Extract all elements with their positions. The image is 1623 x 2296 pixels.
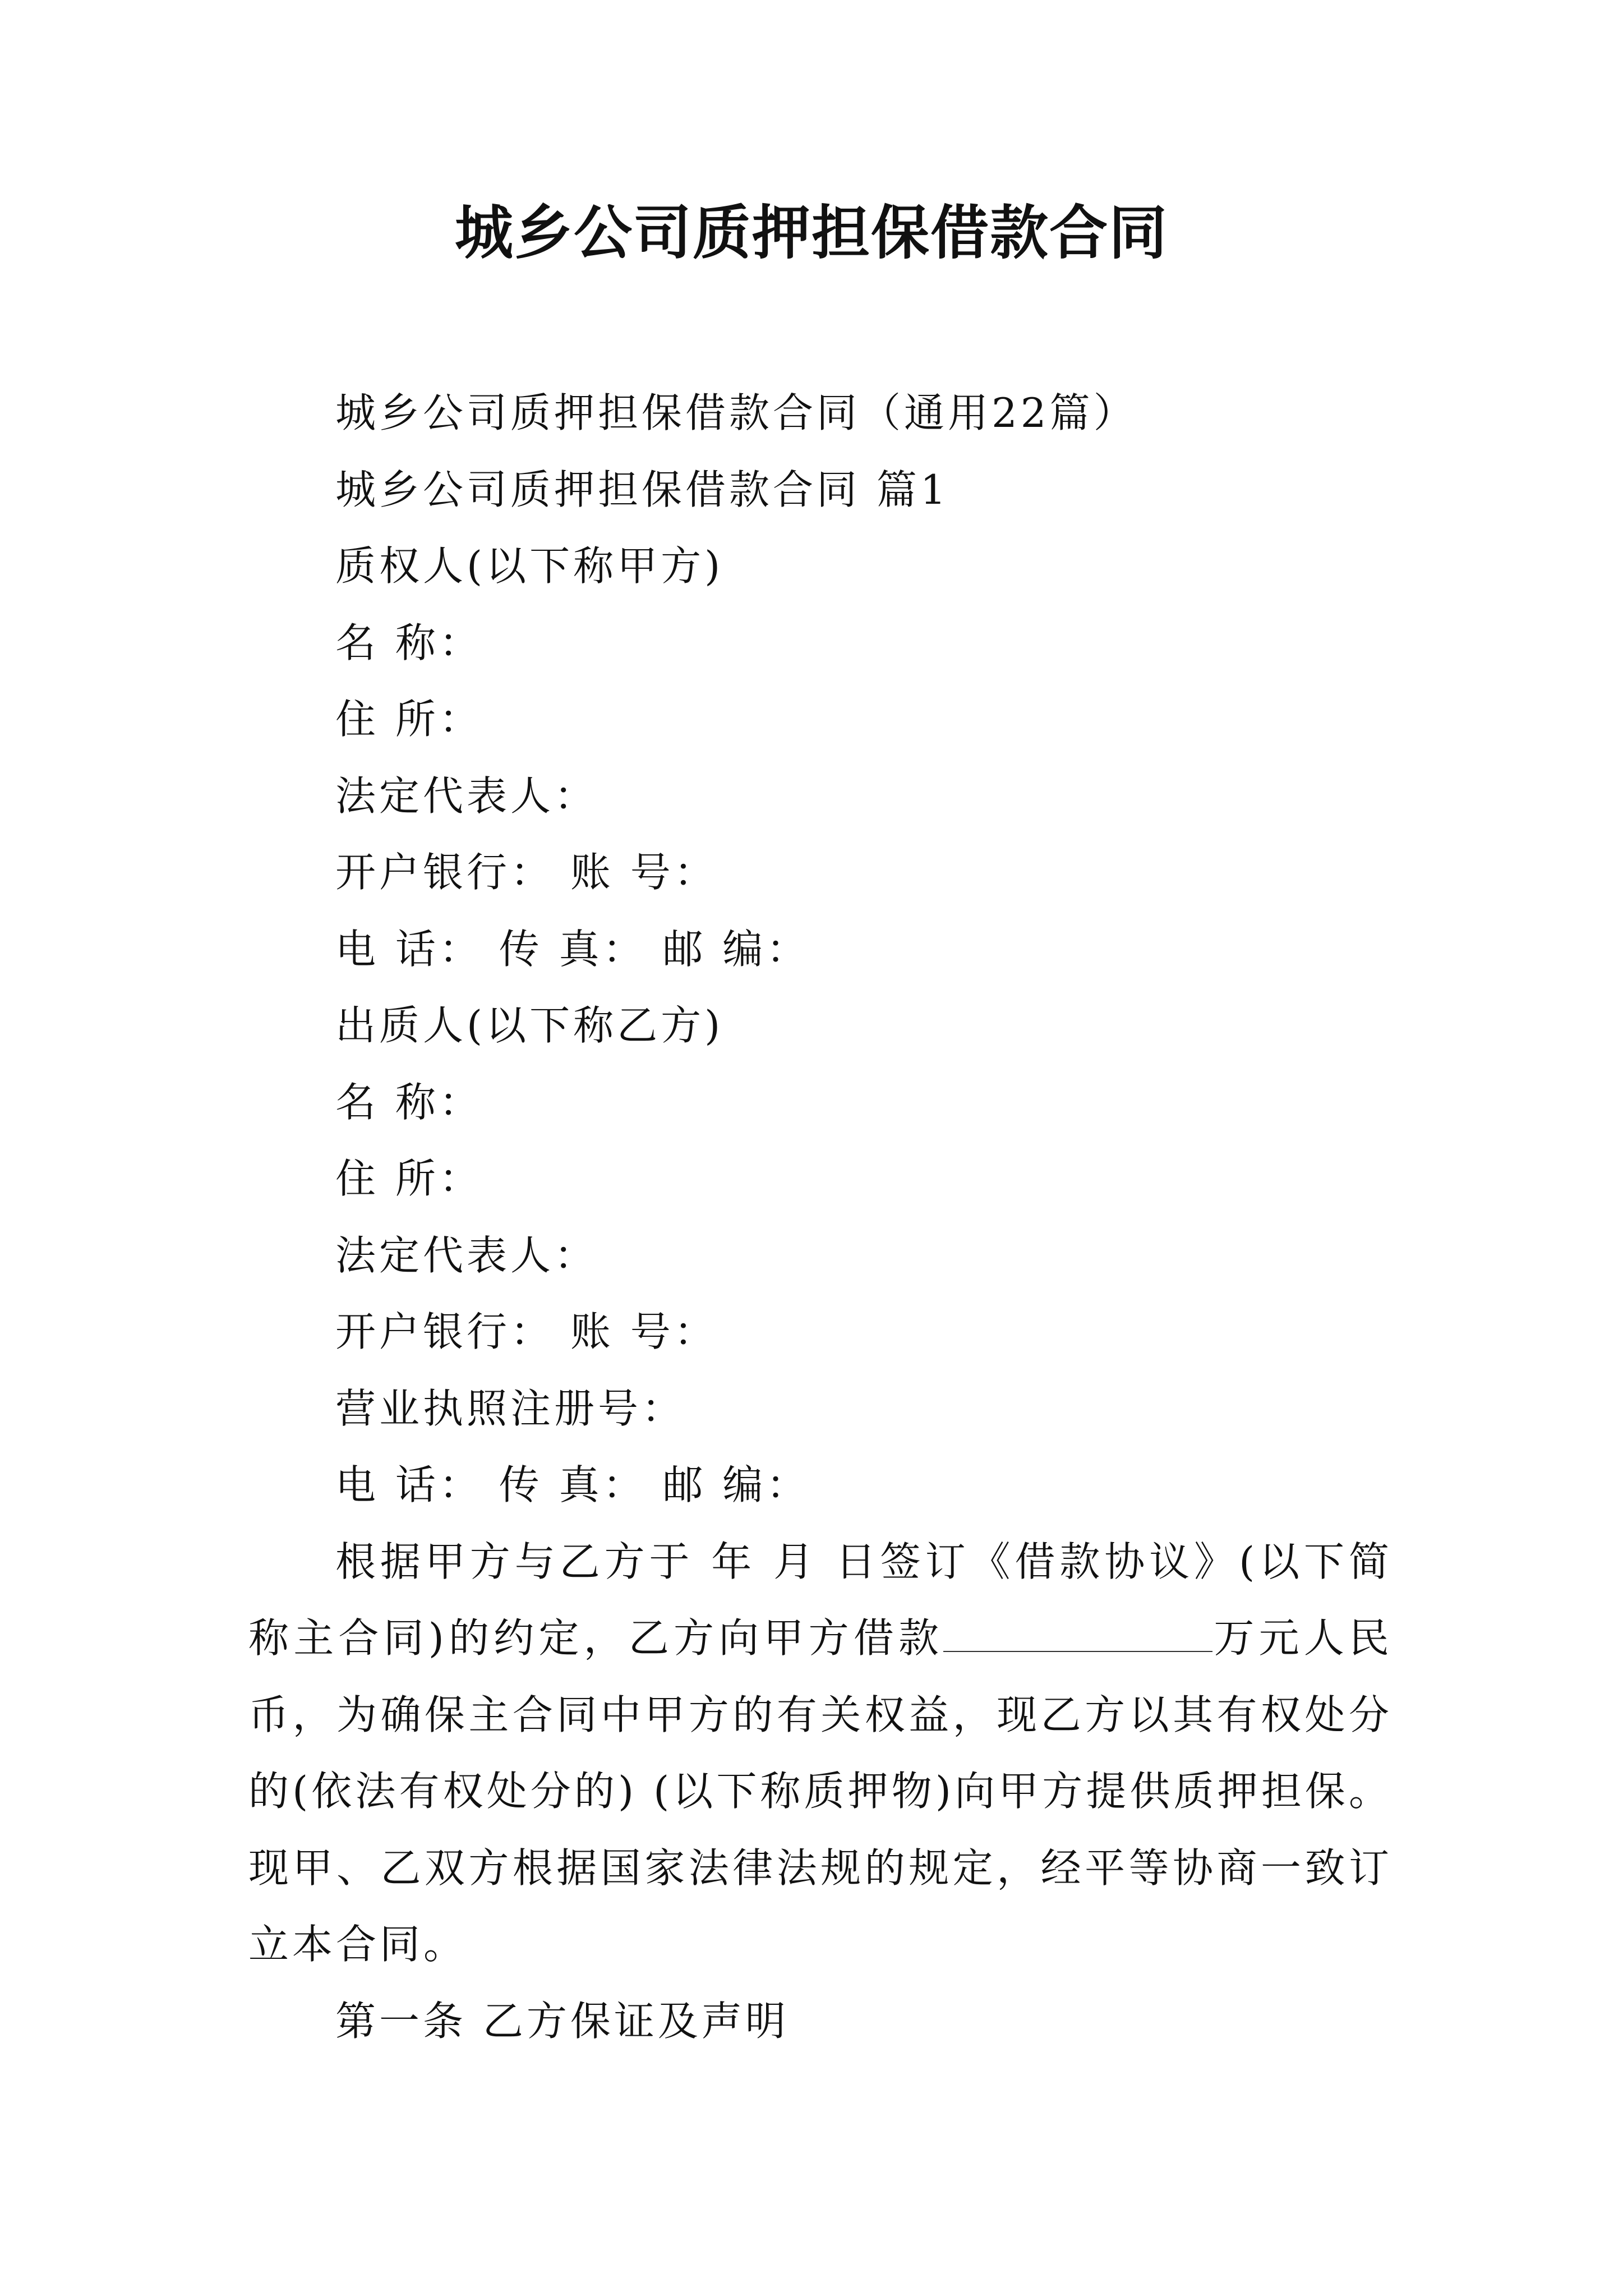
document-title: 城乡公司质押担保借款合同 (454, 198, 1168, 267)
preamble-paragraph (248, 1524, 1393, 1983)
pledgee-name-field: 名 称： (335, 619, 483, 666)
pledgee-legal-rep-field: 法定代表人： (335, 772, 598, 820)
pledgor-bank-field: 开户银行： 账 号： (335, 1308, 718, 1355)
article-heading: 第一条 乙方保证及声明 (335, 1997, 789, 2045)
pledgee-heading: 质权人(以下称甲方) (335, 542, 724, 590)
preamble-text-end: 万元人民币，为确保主合同中甲方的有关权益，现乙方以其有权处分的(依法有权处分的) (以下称质押物)向甲方提供质押担保。现甲、乙双方根据国家法律法规的规定，经平等协商一致订立本合同。 (248, 1614, 1393, 1968)
pledgor-heading: 出质人(以下称乙方) (335, 1002, 724, 1049)
pledgee-address-field: 住 所： (335, 696, 483, 743)
section-heading: 城乡公司质押担保借款合同 篇1 (335, 466, 949, 513)
pledgor-contact-field: 电 话： 传 真： 邮 编： (335, 1461, 810, 1508)
preamble-text-start: 根据甲方与乙方于 年 月 日签订《借款协议》(以下简称主合同)的约定，乙方向甲方借款 (248, 1538, 1393, 1662)
pledgee-bank-field: 开户银行： 账 号： (335, 849, 718, 896)
pledgor-address-field: 住 所： (335, 1155, 483, 1202)
pledgor-name-field: 名 称： (335, 1078, 483, 1126)
pledgor-license-field: 营业执照注册号： (335, 1384, 686, 1432)
document-body (248, 375, 1393, 2059)
pledgor-legal-rep-field: 法定代表人： (335, 1231, 598, 1279)
loan-amount-blank (943, 1617, 1212, 1652)
subtitle-line: 城乡公司质押担保借款合同（通用22篇） (335, 389, 1137, 436)
pledgee-contact-field: 电 话： 传 真： 邮 编： (335, 925, 810, 973)
